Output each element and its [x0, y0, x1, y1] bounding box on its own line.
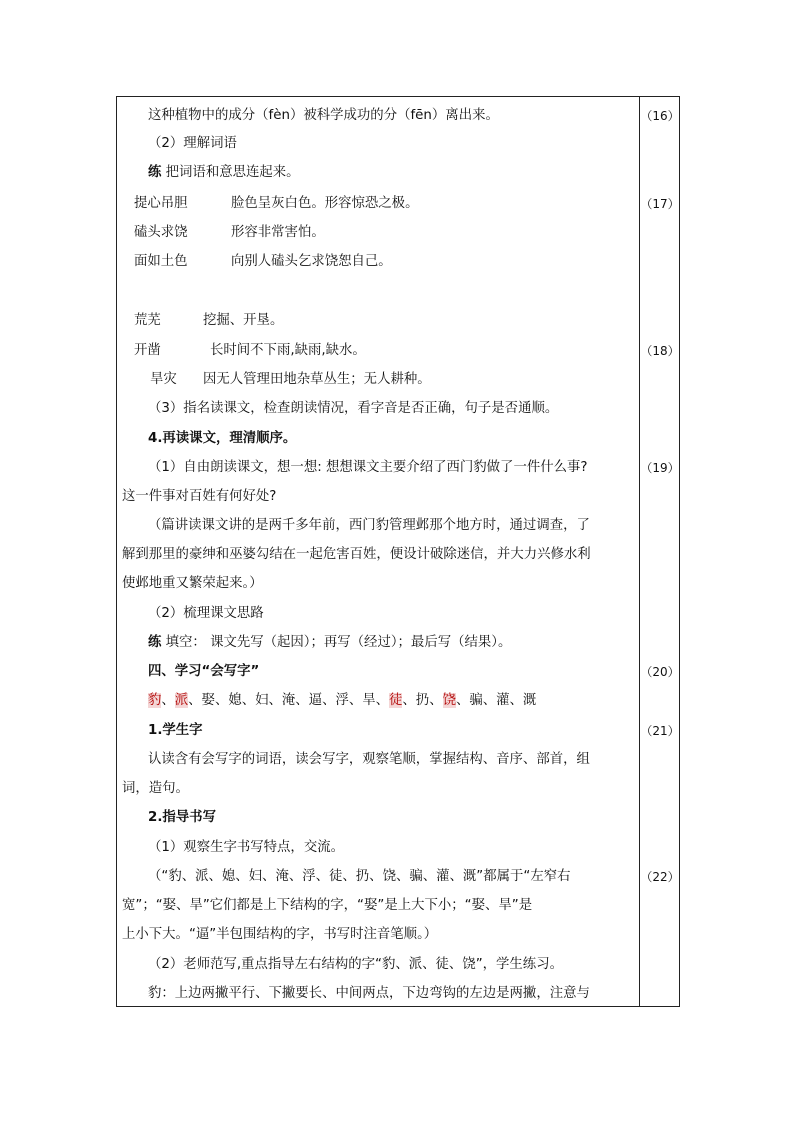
- text-line: 这一件事对百姓有何好处?: [122, 489, 277, 504]
- matching-word: 磕头求饶: [134, 225, 188, 240]
- text-line: （2）理解词语: [148, 136, 237, 151]
- text-segment: 宽: [122, 898, 136, 913]
- char-list: [148, 691, 536, 711]
- text-line: 这种植物中的成分（fèn）被科学成功的分（fēn）离出来。: [148, 108, 499, 123]
- text-line: [148, 163, 300, 183]
- text-segment: ”；“娶、旱”它们都是上下结构的字，“娶”是上大下小；“娶、旱”是: [135, 898, 533, 913]
- section-heading: 1.学生字: [148, 723, 203, 738]
- text-line: 使邺地重又繁荣起来。）: [122, 576, 263, 591]
- highlighted-char: 豹: [148, 693, 162, 708]
- char-text: 、娶、媳、妇、淹、逼、浮、旱、: [188, 693, 390, 708]
- matching-word: 开凿: [134, 343, 161, 358]
- lesson-table: [116, 96, 680, 1007]
- text-line: 词，造句。: [122, 781, 189, 796]
- section-heading: 2.指导书写: [148, 810, 216, 825]
- text-line: 认读含有会写字的词语，读会写字，观察笔顺，掌握结构、音序、部首，组: [148, 752, 590, 767]
- matching-word: 面如土色: [134, 254, 188, 269]
- matching-definition: 向别人磕头乞求饶恕自己。: [231, 254, 392, 269]
- practice-text: 把词语和意思连起来。: [161, 165, 300, 180]
- highlighted-char: 派: [174, 693, 189, 708]
- matching-word: 荒芜: [134, 313, 161, 328]
- text-line: 豹：上边两撇平行、下撇要长、中间两点，下边弯钩的左边是两撇，注意与: [148, 986, 590, 1001]
- step-number: （17）: [640, 197, 680, 211]
- text-segment: 左窄右: [530, 869, 571, 884]
- matching-definition: 脸色呈灰白色。形容惊恐之极。: [231, 196, 419, 211]
- text-line: 解到那里的豪绅和巫婆勾结在一起危害百姓，便设计破除迷信，并大力兴修水利: [122, 547, 591, 562]
- matching-word: 旱灾: [150, 372, 177, 387]
- practice-text: 填空： 课文先写（起因）；再写（经过）；最后写（结果）。: [161, 635, 512, 650]
- text-line: 上小下大。“逼”半包围结构的字，书写时注音笔顺。）: [122, 927, 438, 942]
- text-line: （3）指名读课文，检查朗读情况，看字音是否正确，句子是否通顺。: [148, 401, 559, 416]
- practice-label: 练: [148, 165, 162, 180]
- section-heading: 四、学习“会写字”: [148, 664, 260, 679]
- step-number: （20）: [640, 665, 680, 679]
- text-line: （篇讲读课文讲的是两千多年前，西门豹管理邺那个地方时，通过调查，了: [148, 518, 590, 533]
- text-line: [122, 896, 532, 916]
- char-text: 、骗、灌、溉: [455, 693, 537, 708]
- number-column: [640, 97, 680, 1006]
- matching-definition: 形容非常害怕。: [231, 225, 325, 240]
- practice-label: 练: [148, 635, 162, 650]
- step-number: （21）: [640, 724, 680, 738]
- matching-definition: 因无人管理田地杂草丛生；无人耕种。: [203, 372, 431, 387]
- matching-definition: 长时间不下雨,缺雨,缺水。: [210, 343, 366, 358]
- matching-definition: 挖掘、开垦。: [203, 313, 284, 328]
- section-heading: 4.再读课文，理清顺序。: [148, 431, 297, 446]
- matching-word: 提心吊胆: [134, 196, 188, 211]
- text-line: （2）梳理课文思路: [148, 606, 264, 621]
- char-text: 、: [161, 693, 175, 708]
- text-line: [148, 867, 571, 887]
- step-number: （18）: [640, 344, 680, 358]
- text-line: （2）老师范写,重点指导左右结构的字“豹、派、徒、饶”，学生练习。: [148, 957, 563, 972]
- char-text: 、扔、: [402, 693, 443, 708]
- text-line: [148, 633, 511, 653]
- step-number: （16）: [640, 109, 680, 123]
- step-number: （22）: [640, 870, 680, 884]
- text-line: （1）观察生字书写特点，交流。: [148, 840, 344, 855]
- highlighted-char: 徒: [389, 693, 403, 708]
- text-segment: （“豹、派、媳、妇、淹、浮、徒、扔、饶、骗、灌、溉”都属于“: [148, 869, 531, 884]
- step-number: （19）: [640, 461, 680, 475]
- main-column: [117, 97, 639, 1006]
- text-line: （1）自由朗读课文，想一想: 想想课文主要介绍了西门豹做了一件什么事?: [148, 460, 588, 475]
- highlighted-char: 饶: [442, 693, 456, 708]
